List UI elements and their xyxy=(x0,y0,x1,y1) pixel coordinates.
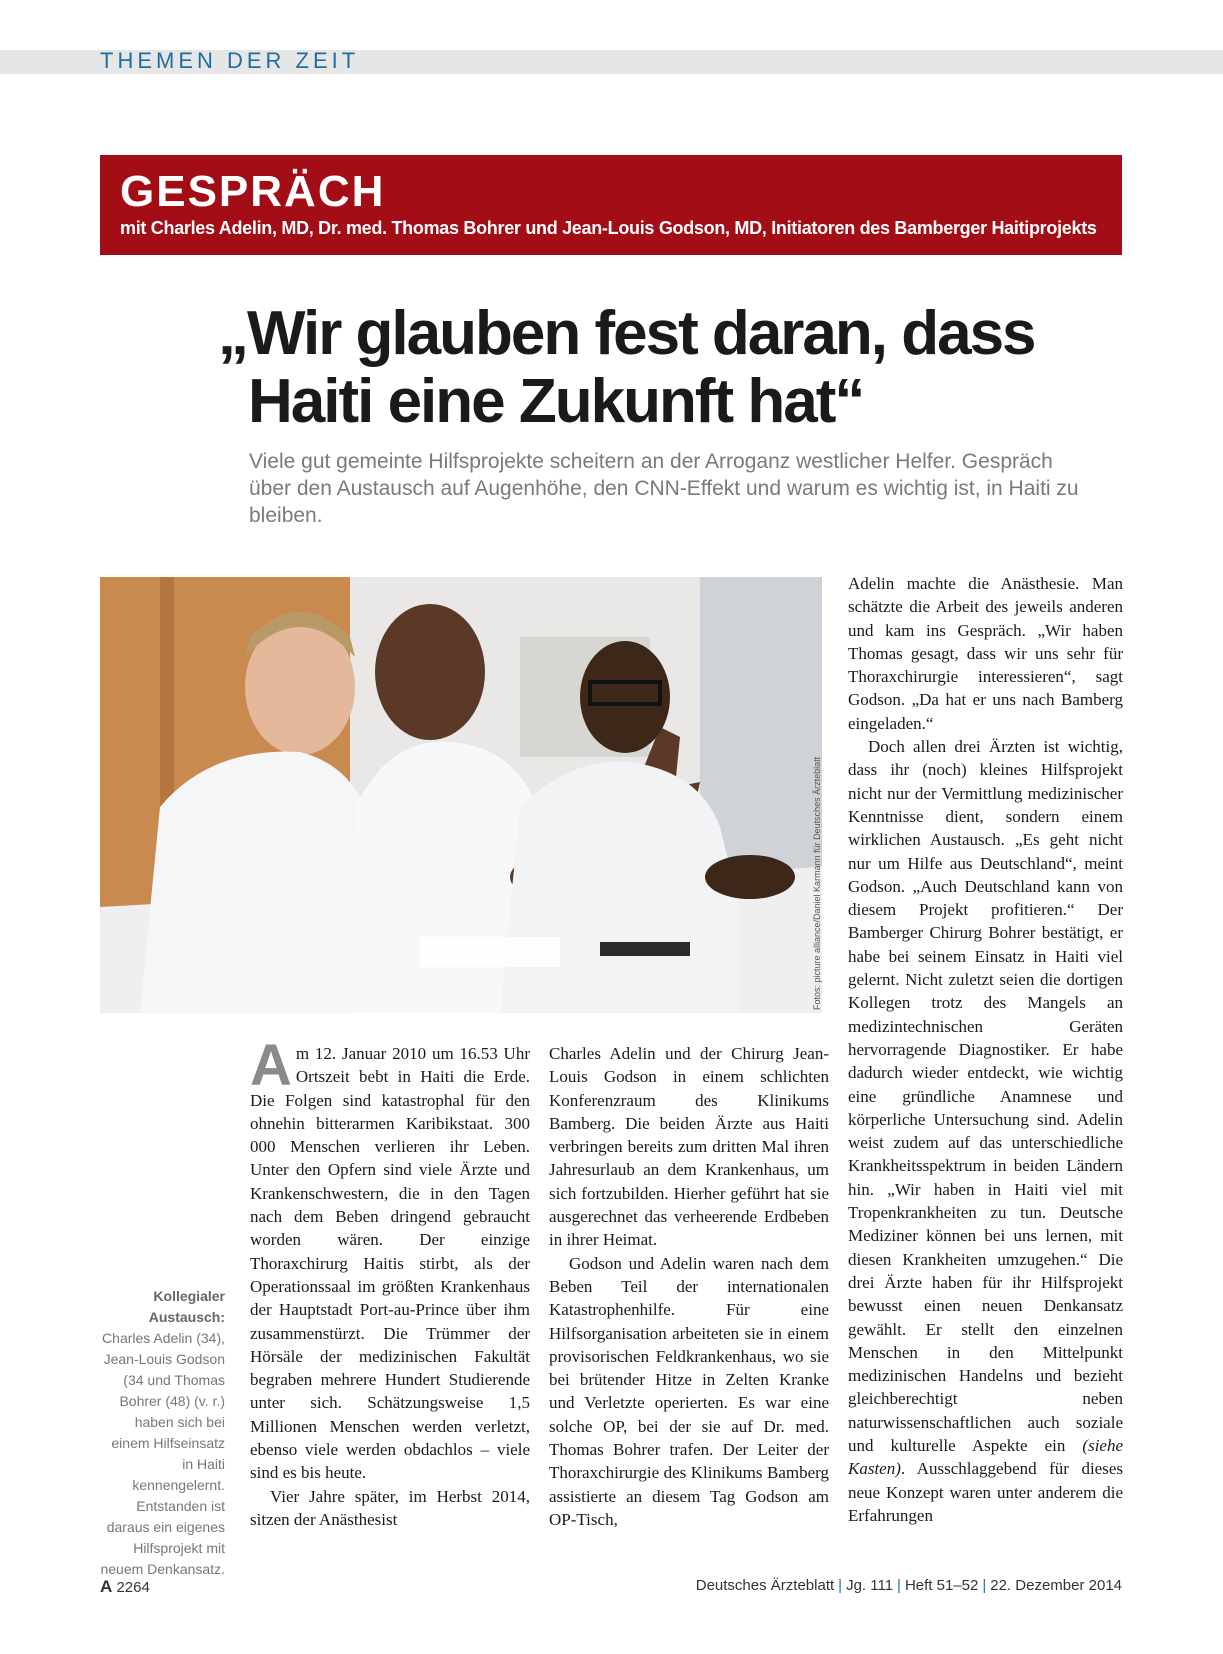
page-number xyxy=(100,1577,150,1597)
box-reference: (siehe Kasten) xyxy=(848,1435,1124,1479)
caption-title: Kollegialer Austausch: xyxy=(148,1288,225,1325)
headline xyxy=(218,300,1078,436)
issue: Heft 51–52 xyxy=(904,1577,979,1594)
interview-banner xyxy=(100,155,1122,255)
article-paragraph: Charles Adelin und der Chirurg Jean-Louis Godson in einem schlichten Konferenzraum des Klinikums Bamberg. Die beiden Ärzte aus Haiti verbringen bereits zum dritten Mal ihren Jahresurlaub an dem Krankenhaus, um sich fortzubilden. Hierher geführt hat sie ausgerechnet das verheerende Erdbeben in ihrer Heimat. xyxy=(549,1044,829,1250)
section-label: THEMEN DER ZEIT xyxy=(100,48,360,73)
article-paragraph: Adelin machte die Anästhesie. Man schätzte die Arbeit des jeweils anderen und kam ins Gespräch. „Wir haben Thomas gesagt, dass wir uns sehr für Thoraxchirurgie interessieren“, sagt Godson. „Da hat er uns nach Bamberg eingeladen.“ xyxy=(848,574,1123,733)
article-column-3 xyxy=(848,572,1123,1527)
paragraph-text: . Ausschlaggebend für dieses neue Konzept waren unter anderem die Erfahrungen xyxy=(848,1459,1123,1525)
headline-line-2: Haiti eine Zukunft hat“ xyxy=(248,367,864,436)
separator: | xyxy=(838,1577,843,1594)
volume: Jg. 111 xyxy=(846,1577,894,1594)
article-column-1 xyxy=(250,1033,530,1531)
article-column-2 xyxy=(549,1042,829,1531)
page-number-value: 2264 xyxy=(116,1579,150,1596)
paragraph-text: m 12. Januar 2010 um 16.53 Uhr Ortszeit bebt in Haiti die Erde. Die Folgen sind katastrophal für den ohnehin bitterarmen Karibikstaat. 300 000 Menschen verlieren ihr Leben. Unter den Opfern sind viele Ärzte und Krankenschwestern, die in den Tagen nach dem Beben dringend gebraucht worden wären. Der einzige Thoraxchirurg Haitis stirbt, als der Operationssaal im größten Krankenhaus der Hauptstadt Port-au-Prince über ihm zusammenstürzt. Die Trümmer der Hörsäle der medizinischen Fakultät begraben mehrere Hundert Studierende unter sich. Schätzungsweise 1,5 Millionen Menschen werden verletzt, ebenso viele werden obdachlos – viele sind es bis heute. xyxy=(250,1044,530,1483)
photo-illustration xyxy=(100,577,822,1013)
article-paragraph xyxy=(250,1033,530,1485)
article-paragraph xyxy=(848,735,1123,1527)
journal-name: Deutsches Ärzteblatt xyxy=(695,1577,835,1594)
banner-kicker: GESPRÄCH xyxy=(120,167,386,216)
issue-date: 22. Dezember 2014 xyxy=(990,1577,1122,1594)
paragraph-text: Doch allen drei Ärzten ist wichtig, dass ihr (noch) kleines Hilfsprojekt nicht nur der Vermittlung medizinischer Kenntnisse dient, sondern einem wirklichen Austausch. „Es geht nicht nur um Hilfe aus Deutschland“, meint Godson. „Auch Deutschland kann von diesem Projekt profitieren.“ Der Bamberger Chirurg Bohrer bestätigt, er habe bei seinem Einsatz in Haiti viel gelernt. Nicht zuletzt seien die dortigen Kollegen trotz des Mangels an medizintechnischen Geräten hervorragende Diagnostiker. Er habe dadurch wieder entdeckt, wie wichtig eine gründliche Anamnese und körperliche Untersuchung sind. Adelin weist zudem auf das unterschiedliche Krankheitsspektrum in beiden Ländern hin. „Wir haben in Haiti viel mit Tropenkrankheiten zu tun. Deutsche Mediziner können bei uns lernen, mit diesen Krankheiten umzugehen.“ Die drei Ärzte haben für ihr Hilfsprojekt bewusst einen neuen Denkansatz gewählt. Er stellt den einzelnen Menschen in den Mittelpunkt medizinischen Handelns und bezieht gleichberechtigt neben naturwissenschaftlichen auch soziale und kulturelle Aspekte ein xyxy=(848,737,1123,1455)
drop-cap: A xyxy=(250,1033,292,1098)
lead-paragraph: Viele gut gemeinte Hilfsprojekte scheitern an der Arroganz westlicher Helfer. Gespräch über den Austausch auf Augenhöhe, den CNN-Effekt und warum es wichtig ist, in Haiti zu bleiben. xyxy=(249,450,1079,527)
separator: | xyxy=(982,1577,987,1594)
article-paragraph: Godson und Adelin waren nach dem Beben Teil der internationalen Katastrophenhilfe. Für eine Hilfsorganisation arbeiteten sie in einem provisorischen Feldkrankenhaus, wo sie bei brütender Hitze in Zelten Kranke und Verletzte operierten. Es war eine solche OP, bei der sie auf Dr. med. Thomas Bohrer trafen. Der Leiter der Thoraxchirurgie des Klinikums Bamberg assistierte an diesem Tag Godson am OP-Tisch, xyxy=(549,1253,829,1529)
article-photo xyxy=(100,577,822,1013)
photo-credit: Fotos: picture alliance/Daniel Karmann für Deutsches Ärzteblatt xyxy=(812,756,822,1010)
publication-info xyxy=(696,1577,1122,1594)
separator: | xyxy=(897,1577,901,1594)
headline-line-1: „Wir glauben fest daran, dass xyxy=(218,299,1035,368)
article-paragraph: Vier Jahre später, im Herbst 2014, sitzen der Anästhesist xyxy=(250,1486,530,1529)
photo-caption xyxy=(100,1286,225,1580)
banner-subtitle: mit Charles Adelin, MD, Dr. med. Thomas Bohrer und Jean-Louis Godson, MD, Initiatoren des Bamberger Haitiprojekts xyxy=(120,218,1097,238)
page-prefix: A xyxy=(100,1577,113,1596)
caption-text: Charles Adelin (34), Jean-Louis Godson (34 und Thomas Bohrer (48) (v. r.) haben sich bei einem Hilfseinsatz in Haiti kennengelernt. Entstanden ist daraus ein eigenes Hilfsprojekt mit neuem Denkansatz. xyxy=(100,1330,225,1577)
